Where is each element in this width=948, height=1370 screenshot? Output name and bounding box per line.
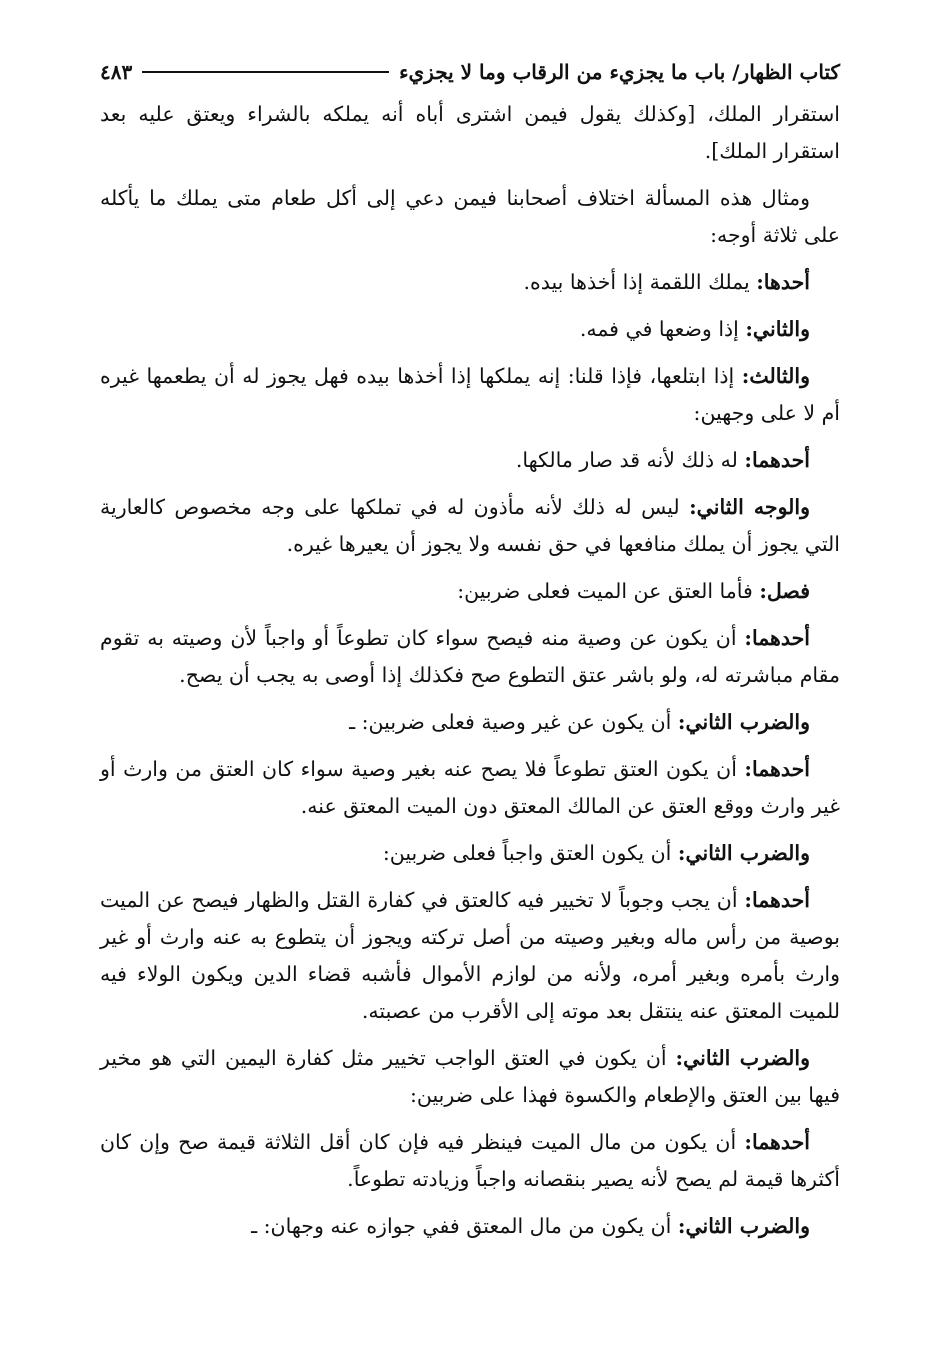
paragraph-text: إذا ابتلعها، فإذا قلنا: إنه يملكها إذا أخذها بيده فهل يجوز له أن يطعمها غيره أم لا على وجهين:: [100, 364, 840, 425]
paragraph-lead: والوجه الثاني:: [689, 495, 810, 519]
paragraph: [100, 264, 840, 301]
paragraph: [100, 489, 840, 563]
header-rule: [142, 71, 389, 73]
paragraph: [100, 1124, 840, 1198]
book-page: [100, 52, 840, 1255]
paragraph-text: أن يكون من مال المعتق ففي جوازه عنه وجهان: ـ: [251, 1214, 678, 1238]
paragraph: [100, 442, 840, 479]
body-text: [100, 96, 840, 1245]
paragraph-text: ليس له ذلك لأنه مأذون له في تملكها على وجه مخصوص كالعارية التي يجوز أن يملك منافعها في حق نفسه ولا يجوز أن يعيرها غيره.: [100, 495, 840, 556]
paragraph-text: له ذلك لأنه قد صار مالكها.: [515, 448, 745, 472]
paragraph-lead: والضرب الثاني:: [677, 841, 810, 865]
paragraph: [100, 358, 840, 432]
paragraph: [100, 573, 840, 610]
paragraph-lead: والضرب الثاني:: [675, 1046, 811, 1070]
paragraph-lead: أحدهما:: [744, 626, 810, 650]
paragraph: [100, 751, 840, 825]
paragraph-text: أن يكون في العتق الواجب تخيير مثل كفارة اليمين التي هو مخير فيها بين العتق والإطعام والكسوة فهذا على ضربين:: [100, 1046, 840, 1107]
paragraph-text: أن يجب وجوباً لا تخيير فيه كالعتق في كفارة القتل والظهار فيصح عن الميت بوصية من رأس ماله وبغير وصيته من أصل تركته ويجوز أن يتطوع به عنه وارث أو غير وارث بأمره وبغير أمره، ولأنه من لوازم الأموال فأشبه قضاء الدين ويكون الولاء فيه للميت المعتق عنه ينتقل بعد موته إلى الأقرب من عصبته.: [100, 888, 840, 1023]
paragraph-text: إذا وضعها في فمه.: [579, 317, 746, 341]
paragraph-text: استقرار الملك، [وكذلك يقول فيمن اشترى أباه أنه يملكه بالشراء ويعتق عليه بعد استقرار الملك].: [100, 102, 840, 163]
paragraph: [100, 620, 840, 694]
paragraph: [100, 882, 840, 1030]
paragraph-text: أن يكون عن وصية منه فيصح سواء كان تطوعاً أو واجباً لأن وصيته به تقوم مقام مباشرته له، ولو باشر عتق التطوع صح فكذلك إذا أوصى به يجب أن يصح.: [100, 626, 840, 687]
page-number: ٤٨٣: [100, 60, 133, 84]
paragraph-lead: أحدهما:: [744, 888, 810, 912]
paragraph-text: ومثال هذه المسألة اختلاف أصحابنا فيمن دعي إلى أكل طعام متى يملك ما يأكله على ثلاثة أوجه:: [100, 186, 840, 247]
running-header: [100, 52, 840, 92]
paragraph-text: يملك اللقمة إذا أخذها بيده.: [523, 270, 757, 294]
paragraph: [100, 96, 840, 170]
paragraph-lead: أحدهما:: [744, 757, 810, 781]
paragraph-text: فأما العتق عن الميت فعلى ضربين:: [457, 579, 760, 603]
paragraph: [100, 1208, 840, 1245]
paragraph-text: أن يكون من مال الميت فينظر فيه فإن كان أقل الثلاثة قيمة صح وإن كان أكثرها قيمة لم يصح لأنه يصير بنقصانه واجباً وزيادته تطوعاً.: [100, 1130, 840, 1191]
paragraph: [100, 311, 840, 348]
paragraph-text: أن يكون عن غير وصية فعلى ضربين: ـ: [349, 710, 678, 734]
paragraph-text: أن يكون العتق تطوعاً فلا يصح عنه بغير وصية سواء كان العتق من وارث أو غير وارث ووقع العتق عن المالك المعتق دون الميت المعتق عنه.: [100, 757, 840, 818]
chapter-title: كتاب الظهار/ باب ما يجزيء من الرقاب وما لا يجزيء: [399, 60, 840, 84]
paragraph-text: أن يكون العتق واجباً فعلى ضربين:: [382, 841, 678, 865]
paragraph: [100, 704, 840, 741]
paragraph-lead: فصل:: [759, 579, 810, 603]
paragraph-lead: والثالث:: [741, 364, 810, 388]
paragraph-lead: أحدها:: [756, 270, 810, 294]
paragraph-lead: أحدهما:: [744, 1130, 810, 1154]
paragraph-lead: والضرب الثاني:: [677, 1214, 810, 1238]
paragraph: [100, 1040, 840, 1114]
paragraph-lead: أحدهما:: [744, 448, 810, 472]
paragraph-lead: والثاني:: [745, 317, 810, 341]
paragraph: [100, 180, 840, 254]
paragraph: [100, 835, 840, 872]
paragraph-lead: والضرب الثاني:: [677, 710, 810, 734]
